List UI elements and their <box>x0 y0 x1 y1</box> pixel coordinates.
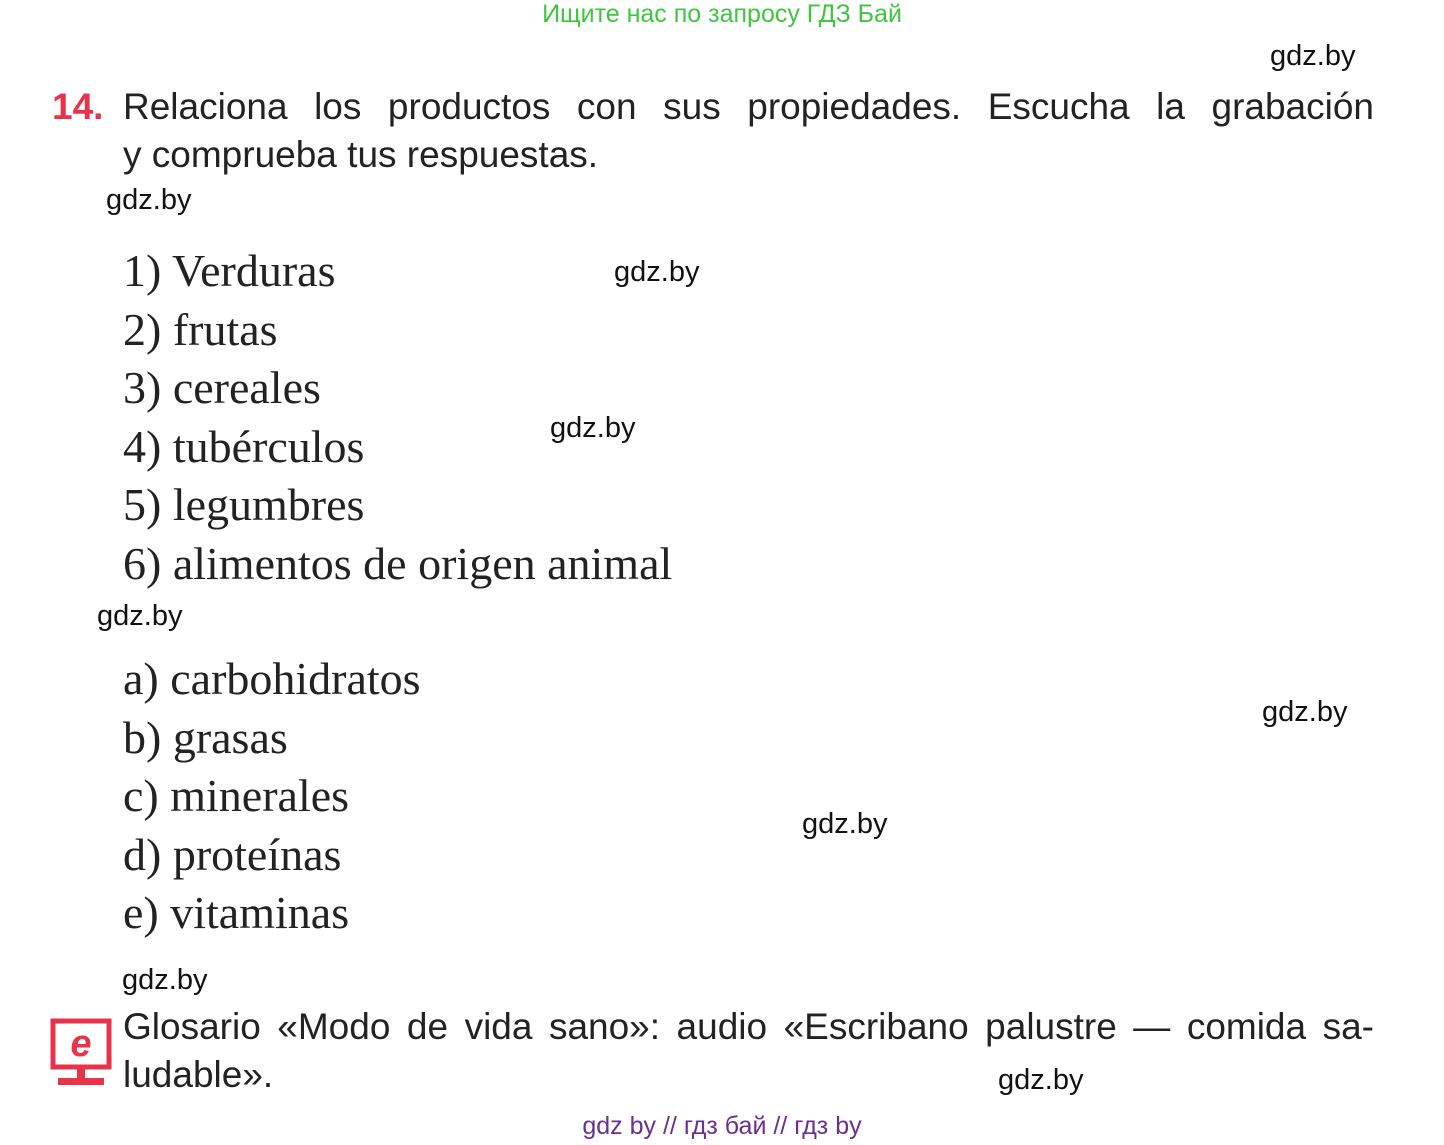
e-icon-letter: e <box>70 1023 92 1065</box>
watermark: gdz.by <box>998 1064 1084 1096</box>
product-item: 3) cereales <box>123 362 321 413</box>
watermark: gdz.by <box>614 256 700 288</box>
watermark: gdz.by <box>106 184 192 216</box>
product-item: 6) alimentos de origen animal <box>123 537 673 589</box>
glossary-line-2: ludable». <box>123 1054 274 1095</box>
watermark: gdz.by <box>550 412 636 444</box>
top-banner: Ищите нас по запросу ГДЗ Бай <box>542 0 902 28</box>
footer-links: gdz by // гдз бай // гдз by <box>582 1112 862 1140</box>
properties-list <box>123 650 421 943</box>
exercise-number: 14. <box>52 86 104 127</box>
property-item: a) carbohidratos <box>123 653 421 704</box>
exercise-instruction-line-2: y comprueba tus respuestas. <box>123 134 599 175</box>
watermark: gdz.by <box>1270 40 1356 72</box>
watermark: gdz.by <box>802 808 888 840</box>
e-learning-monitor-icon <box>50 1018 112 1090</box>
product-item: 1) Verduras <box>123 245 336 296</box>
product-item: 4) tubérculos <box>123 420 365 472</box>
property-item: c) minerales <box>123 770 350 821</box>
watermark: gdz.by <box>122 964 208 996</box>
exercise-instruction-line-1: Relaciona los productos con sus propiedades. Escucha la grabación <box>123 86 1374 127</box>
property-item: b) grasas <box>123 711 288 763</box>
property-item: e) vitaminas <box>123 887 350 938</box>
glossary-line-1: Glosario «Modo de vida sano»: audio «Escribano palustre — comida sa- <box>123 1006 1374 1047</box>
product-item: 2) frutas <box>123 303 278 355</box>
watermark: gdz.by <box>97 600 183 632</box>
product-item: 5) legumbres <box>123 479 365 530</box>
watermark: gdz.by <box>1262 696 1348 728</box>
property-item: d) proteínas <box>123 828 342 880</box>
